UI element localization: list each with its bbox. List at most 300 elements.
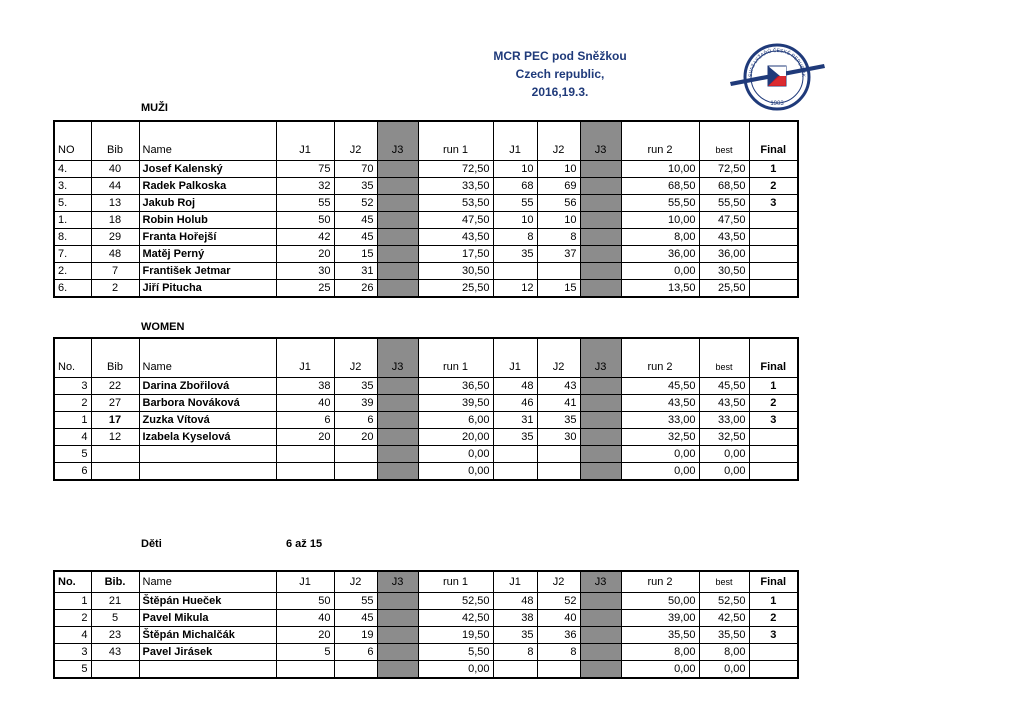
header-j1-run1: J1 <box>276 571 334 593</box>
table-row <box>54 661 798 679</box>
header-j3-run2: J3 <box>580 338 621 378</box>
cell-name: Izabela Kyselová <box>139 429 276 446</box>
header-bib: Bib <box>91 121 139 161</box>
cell-run2: 8,00 <box>621 644 699 661</box>
cell-j1-run2: 38 <box>493 610 537 627</box>
logo-arc-text: SVAZ LYŽAŘŮ ČESKÉ REPUBLIK <box>747 47 807 78</box>
cell-j3-run2 <box>580 263 621 280</box>
cell-j3-run1 <box>377 446 418 463</box>
header-run1: run 1 <box>418 338 493 378</box>
cell-j2-run1 <box>334 446 377 463</box>
cell-best: 35,50 <box>699 627 749 644</box>
cell-bib: 44 <box>91 178 139 195</box>
cell-j2-run1: 31 <box>334 263 377 280</box>
cell-j1-run2: 46 <box>493 395 537 412</box>
table-row <box>54 378 798 395</box>
header-run1: run 1 <box>418 571 493 593</box>
cell-j3-run1 <box>377 280 418 298</box>
cell-run1: 33,50 <box>418 178 493 195</box>
header-j1-run2: J1 <box>493 121 537 161</box>
cell-no: 3 <box>54 378 91 395</box>
cell-j1-run1: 40 <box>276 610 334 627</box>
cell-j2-run2 <box>537 463 580 481</box>
cell-j3-run1 <box>377 593 418 610</box>
cell-j2-run2: 35 <box>537 412 580 429</box>
cell-j2-run1: 26 <box>334 280 377 298</box>
cell-j3-run1 <box>377 395 418 412</box>
cell-bib: 7 <box>91 263 139 280</box>
cell-j2-run2: 30 <box>537 429 580 446</box>
cell-j1-run2: 10 <box>493 212 537 229</box>
cell-j3-run2 <box>580 212 621 229</box>
cell-final <box>749 644 798 661</box>
cell-j1-run2: 10 <box>493 161 537 178</box>
header-best: best <box>699 338 749 378</box>
cell-run2: 35,50 <box>621 627 699 644</box>
cell-run1: 43,50 <box>418 229 493 246</box>
cell-j2-run1: 35 <box>334 378 377 395</box>
header-j2-run2: J2 <box>537 121 580 161</box>
cell-final: 3 <box>749 412 798 429</box>
header-j2-run1: J2 <box>334 338 377 378</box>
cell-run1: 19,50 <box>418 627 493 644</box>
cell-j2-run2: 36 <box>537 627 580 644</box>
cell-j3-run2 <box>580 195 621 212</box>
header-row <box>54 338 798 378</box>
cell-best: 42,50 <box>699 610 749 627</box>
cell-final <box>749 429 798 446</box>
cell-j3-run1 <box>377 429 418 446</box>
cell-bib <box>91 446 139 463</box>
cell-j3-run2 <box>580 178 621 195</box>
cell-j1-run1: 75 <box>276 161 334 178</box>
cell-j3-run2 <box>580 280 621 298</box>
header-j1-run1: J1 <box>276 121 334 161</box>
event-title-line1: MCR PEC pod Sněžkou <box>493 49 627 63</box>
cell-j1-run2 <box>493 661 537 679</box>
cell-run1: 6,00 <box>418 412 493 429</box>
cell-name: Josef Kalenský <box>139 161 276 178</box>
cell-j2-run2: 8 <box>537 229 580 246</box>
cell-j1-run1: 20 <box>276 246 334 263</box>
cell-j1-run1: 50 <box>276 212 334 229</box>
cell-j1-run2: 48 <box>493 378 537 395</box>
cell-name: Štěpán Michalčák <box>139 627 276 644</box>
cell-j3-run2 <box>580 593 621 610</box>
table-row <box>54 446 798 463</box>
cell-j3-run2 <box>580 627 621 644</box>
cell-j1-run1: 20 <box>276 429 334 446</box>
cell-j2-run2: 37 <box>537 246 580 263</box>
cell-name: Darina Zbořilová <box>139 378 276 395</box>
header-run2: run 2 <box>621 338 699 378</box>
header-j3-run1: J3 <box>377 338 418 378</box>
cell-j1-run2: 35 <box>493 429 537 446</box>
cell-name: Jakub Roj <box>139 195 276 212</box>
header-row <box>54 121 798 161</box>
table-row <box>54 195 798 212</box>
table-row <box>54 463 798 481</box>
cell-best: 36,00 <box>699 246 749 263</box>
cell-final <box>749 263 798 280</box>
cell-no: 2. <box>54 263 91 280</box>
header-no: No. <box>54 571 91 593</box>
header-j2-run1: J2 <box>334 571 377 593</box>
cell-j2-run1: 15 <box>334 246 377 263</box>
cell-bib: 23 <box>91 627 139 644</box>
event-title-line3: 2016,19.3. <box>531 85 589 99</box>
men-section-label: MUŽI <box>141 102 168 114</box>
cell-bib: 2 <box>91 280 139 298</box>
cell-best: 33,00 <box>699 412 749 429</box>
cell-final: 1 <box>749 161 798 178</box>
header-j3-run1: J3 <box>377 121 418 161</box>
cell-j1-run2: 68 <box>493 178 537 195</box>
cell-j2-run1: 35 <box>334 178 377 195</box>
cell-bib: 43 <box>91 644 139 661</box>
cell-j1-run2: 8 <box>493 644 537 661</box>
cell-final: 1 <box>749 593 798 610</box>
cell-best: 43,50 <box>699 229 749 246</box>
cell-j1-run1: 50 <box>276 593 334 610</box>
cell-final: 1 <box>749 378 798 395</box>
cell-bib <box>91 463 139 481</box>
cell-no: 3. <box>54 178 91 195</box>
cell-run2: 32,50 <box>621 429 699 446</box>
women-results-table <box>53 337 799 481</box>
cell-no: 5. <box>54 195 91 212</box>
cell-j1-run1: 25 <box>276 280 334 298</box>
cell-j1-run2: 55 <box>493 195 537 212</box>
cell-j1-run2: 31 <box>493 412 537 429</box>
cell-j2-run2: 15 <box>537 280 580 298</box>
cell-run1: 25,50 <box>418 280 493 298</box>
header-run1: run 1 <box>418 121 493 161</box>
cell-j1-run2: 48 <box>493 593 537 610</box>
table-row <box>54 644 798 661</box>
cell-j3-run2 <box>580 610 621 627</box>
cell-no: 2 <box>54 395 91 412</box>
cell-name: Štěpán Hueček <box>139 593 276 610</box>
cell-j1-run1: 20 <box>276 627 334 644</box>
header-j2-run1: J2 <box>334 121 377 161</box>
cell-j2-run2: 56 <box>537 195 580 212</box>
cell-no: 4 <box>54 429 91 446</box>
header-no: No. <box>54 338 91 378</box>
header-name: Name <box>139 571 276 593</box>
cell-j3-run1 <box>377 463 418 481</box>
cell-j3-run2 <box>580 378 621 395</box>
cell-name: Zuzka Vítová <box>139 412 276 429</box>
cell-j2-run2: 40 <box>537 610 580 627</box>
cell-j2-run2: 52 <box>537 593 580 610</box>
cell-run1: 5,50 <box>418 644 493 661</box>
cell-run2: 39,00 <box>621 610 699 627</box>
cell-best: 52,50 <box>699 593 749 610</box>
cell-j3-run2 <box>580 429 621 446</box>
cell-run2: 55,50 <box>621 195 699 212</box>
cell-j2-run2: 8 <box>537 644 580 661</box>
cell-j3-run2 <box>580 246 621 263</box>
cell-j2-run1: 39 <box>334 395 377 412</box>
ski-federation-logo <box>728 42 826 112</box>
cell-run1: 36,50 <box>418 378 493 395</box>
cell-best: 8,00 <box>699 644 749 661</box>
cell-no: 5 <box>54 661 91 679</box>
cell-final <box>749 212 798 229</box>
cell-j3-run2 <box>580 412 621 429</box>
header-j3-run1: J3 <box>377 571 418 593</box>
cell-name: Robin Holub <box>139 212 276 229</box>
cell-name: Franta Hořejší <box>139 229 276 246</box>
cell-j3-run1 <box>377 263 418 280</box>
cell-run1: 52,50 <box>418 593 493 610</box>
cell-j2-run2: 41 <box>537 395 580 412</box>
cell-run2: 36,00 <box>621 246 699 263</box>
cell-run1: 39,50 <box>418 395 493 412</box>
cell-name <box>139 463 276 481</box>
cell-no: 1 <box>54 593 91 610</box>
cell-j2-run2: 43 <box>537 378 580 395</box>
cell-j1-run1: 30 <box>276 263 334 280</box>
cell-no: 5 <box>54 446 91 463</box>
cell-j1-run2: 35 <box>493 627 537 644</box>
cell-run2: 13,50 <box>621 280 699 298</box>
cell-j3-run2 <box>580 395 621 412</box>
header-final: Final <box>749 121 798 161</box>
table-row <box>54 412 798 429</box>
cell-no: 6 <box>54 463 91 481</box>
cell-no: 4. <box>54 161 91 178</box>
cell-name <box>139 446 276 463</box>
men-results-table <box>53 120 799 298</box>
cell-run1: 20,00 <box>418 429 493 446</box>
cell-j1-run1: 6 <box>276 412 334 429</box>
cell-run1: 0,00 <box>418 446 493 463</box>
cell-bib: 12 <box>91 429 139 446</box>
header-bib: Bib. <box>91 571 139 593</box>
header-j2-run2: J2 <box>537 571 580 593</box>
cell-j3-run2 <box>580 463 621 481</box>
logo-year: 1903 <box>770 101 784 107</box>
cell-j2-run1: 6 <box>334 412 377 429</box>
cell-no: 6. <box>54 280 91 298</box>
cell-run1: 17,50 <box>418 246 493 263</box>
cell-name: František Jetmar <box>139 263 276 280</box>
cell-no: 4 <box>54 627 91 644</box>
cell-run1: 0,00 <box>418 661 493 679</box>
cell-j1-run1: 5 <box>276 644 334 661</box>
cell-j2-run2 <box>537 661 580 679</box>
table-row <box>54 178 798 195</box>
cell-bib: 13 <box>91 195 139 212</box>
cell-run2: 0,00 <box>621 463 699 481</box>
cell-no: 3 <box>54 644 91 661</box>
cell-j2-run2 <box>537 263 580 280</box>
cell-bib: 21 <box>91 593 139 610</box>
cell-run2: 10,00 <box>621 212 699 229</box>
cell-bib: 48 <box>91 246 139 263</box>
header-name: Name <box>139 338 276 378</box>
cell-run2: 8,00 <box>621 229 699 246</box>
cell-final <box>749 229 798 246</box>
header-j1-run2: J1 <box>493 571 537 593</box>
cell-final <box>749 246 798 263</box>
cell-j3-run1 <box>377 178 418 195</box>
cell-best: 30,50 <box>699 263 749 280</box>
cell-j3-run1 <box>377 627 418 644</box>
cell-best: 0,00 <box>699 446 749 463</box>
header-no: NO <box>54 121 91 161</box>
cell-j1-run2 <box>493 263 537 280</box>
table-row <box>54 246 798 263</box>
header-j2-run2: J2 <box>537 338 580 378</box>
cell-j3-run1 <box>377 195 418 212</box>
cell-name: Jiří Pitucha <box>139 280 276 298</box>
cell-j1-run2 <box>493 446 537 463</box>
cell-j3-run2 <box>580 229 621 246</box>
cell-j2-run1 <box>334 463 377 481</box>
header-row <box>54 571 798 593</box>
cell-j1-run1: 38 <box>276 378 334 395</box>
cell-j2-run1: 20 <box>334 429 377 446</box>
table-row <box>54 610 798 627</box>
cell-j1-run1 <box>276 661 334 679</box>
table-row <box>54 627 798 644</box>
cell-bib: 27 <box>91 395 139 412</box>
cell-j2-run2: 10 <box>537 161 580 178</box>
cell-run2: 43,50 <box>621 395 699 412</box>
cell-run2: 50,00 <box>621 593 699 610</box>
header-final: Final <box>749 338 798 378</box>
table-row <box>54 429 798 446</box>
cell-j1-run2 <box>493 463 537 481</box>
header-run2: run 2 <box>621 571 699 593</box>
cell-run1: 47,50 <box>418 212 493 229</box>
cell-j2-run1: 70 <box>334 161 377 178</box>
cell-j3-run1 <box>377 661 418 679</box>
cell-j3-run1 <box>377 378 418 395</box>
cell-j1-run1: 42 <box>276 229 334 246</box>
table-row <box>54 161 798 178</box>
cell-j3-run2 <box>580 661 621 679</box>
cell-run2: 0,00 <box>621 263 699 280</box>
cell-j2-run1: 19 <box>334 627 377 644</box>
cell-best: 0,00 <box>699 463 749 481</box>
cell-best: 0,00 <box>699 661 749 679</box>
cell-final: 3 <box>749 627 798 644</box>
cell-run2: 0,00 <box>621 446 699 463</box>
cell-final <box>749 446 798 463</box>
cell-j2-run2: 69 <box>537 178 580 195</box>
cell-run1: 72,50 <box>418 161 493 178</box>
cell-j1-run2: 12 <box>493 280 537 298</box>
cell-run2: 68,50 <box>621 178 699 195</box>
header-j3-run2: J3 <box>580 121 621 161</box>
cell-name: Matěj Perný <box>139 246 276 263</box>
table-row <box>54 212 798 229</box>
cell-j3-run1 <box>377 229 418 246</box>
table-row <box>54 263 798 280</box>
header-j1-run2: J1 <box>493 338 537 378</box>
cell-j1-run2: 8 <box>493 229 537 246</box>
header-j1-run1: J1 <box>276 338 334 378</box>
cell-j2-run2 <box>537 446 580 463</box>
kids-age-range: 6 až 15 <box>286 538 323 550</box>
cell-final <box>749 661 798 679</box>
cell-run2: 33,00 <box>621 412 699 429</box>
cell-j3-run2 <box>580 644 621 661</box>
cell-run2: 10,00 <box>621 161 699 178</box>
cell-j1-run1: 32 <box>276 178 334 195</box>
table-row <box>54 280 798 298</box>
cell-j3-run1 <box>377 161 418 178</box>
header-bib: Bib <box>91 338 139 378</box>
table-row <box>54 395 798 412</box>
cell-run1: 42,50 <box>418 610 493 627</box>
cell-final: 3 <box>749 195 798 212</box>
cell-name: Pavel Mikula <box>139 610 276 627</box>
cell-name: Pavel Jirásek <box>139 644 276 661</box>
cell-best: 55,50 <box>699 195 749 212</box>
cell-no: 1. <box>54 212 91 229</box>
cell-name: Radek Palkoska <box>139 178 276 195</box>
cell-bib: 17 <box>91 412 139 429</box>
kids-results-table <box>53 570 799 679</box>
cell-best: 72,50 <box>699 161 749 178</box>
cell-no: 2 <box>54 610 91 627</box>
cell-j1-run1: 55 <box>276 195 334 212</box>
cell-j2-run1: 6 <box>334 644 377 661</box>
cell-j1-run1 <box>276 446 334 463</box>
cell-j3-run1 <box>377 644 418 661</box>
cell-best: 45,50 <box>699 378 749 395</box>
cell-j3-run1 <box>377 246 418 263</box>
cell-j3-run1 <box>377 212 418 229</box>
cell-best: 25,50 <box>699 280 749 298</box>
cell-j2-run1: 45 <box>334 229 377 246</box>
header-best: best <box>699 121 749 161</box>
cell-best: 32,50 <box>699 429 749 446</box>
cell-run2: 0,00 <box>621 661 699 679</box>
header-final: Final <box>749 571 798 593</box>
cell-run2: 45,50 <box>621 378 699 395</box>
cell-run1: 0,00 <box>418 463 493 481</box>
cell-final: 2 <box>749 178 798 195</box>
cell-j3-run2 <box>580 161 621 178</box>
cell-name: Barbora Nováková <box>139 395 276 412</box>
cell-j2-run1: 52 <box>334 195 377 212</box>
cell-j3-run1 <box>377 412 418 429</box>
header-j3-run2: J3 <box>580 571 621 593</box>
cell-best: 43,50 <box>699 395 749 412</box>
cell-j1-run1 <box>276 463 334 481</box>
header-name: Name <box>139 121 276 161</box>
cell-j2-run1: 45 <box>334 610 377 627</box>
header-run2: run 2 <box>621 121 699 161</box>
cell-bib: 22 <box>91 378 139 395</box>
cell-j3-run2 <box>580 446 621 463</box>
cell-run1: 53,50 <box>418 195 493 212</box>
cell-final <box>749 463 798 481</box>
cell-final <box>749 280 798 298</box>
cell-bib: 29 <box>91 229 139 246</box>
cell-bib: 40 <box>91 161 139 178</box>
table-row <box>54 593 798 610</box>
cell-final: 2 <box>749 395 798 412</box>
table-row <box>54 229 798 246</box>
event-title-line2: Czech republic, <box>515 67 605 81</box>
